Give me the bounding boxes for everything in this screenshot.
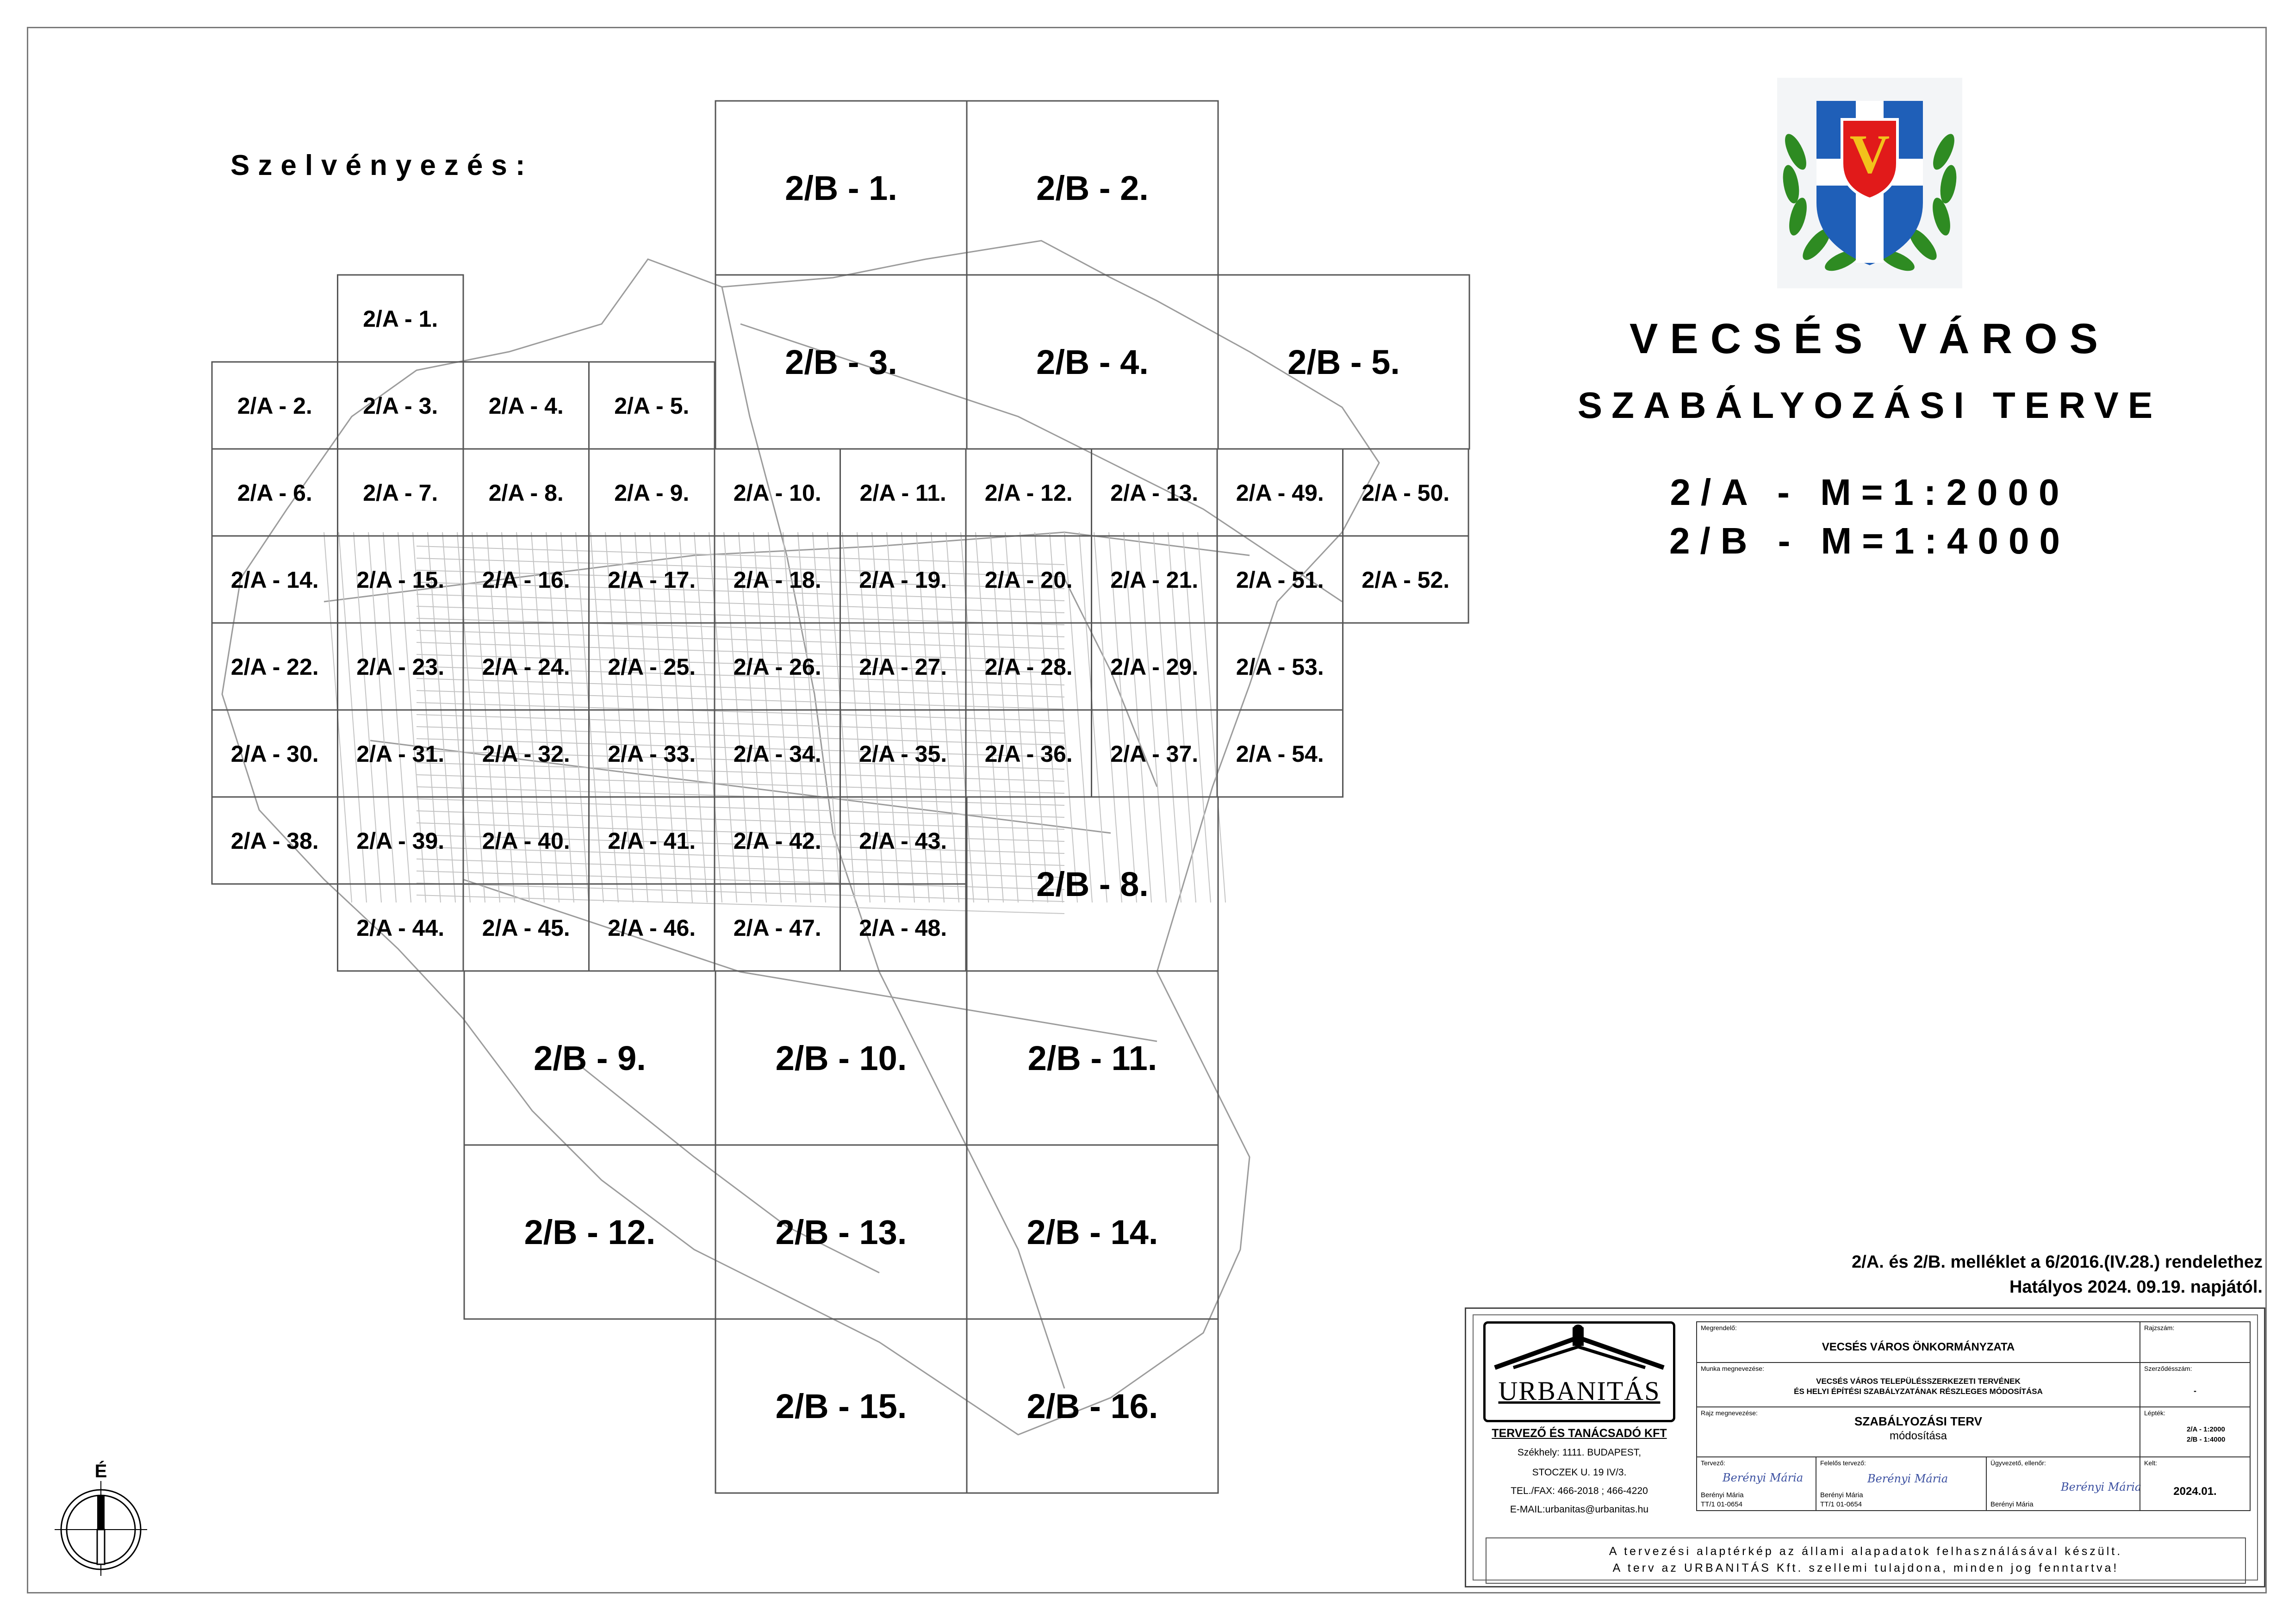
a-sheet-label: 2/A - 44. [356, 915, 445, 941]
project-line: ÉS HELYI ÉPÍTÉSI SZABÁLYZATÁNAK RÉSZLEGES MÓDOSÍTÁSA [1794, 1387, 2043, 1396]
b-sheet-label: 2/B - 15. [775, 1387, 907, 1425]
responsible-designer-cell [1816, 1456, 1987, 1511]
parcel-line [417, 691, 1064, 709]
parcel-line [417, 630, 1064, 649]
a-sheet-label: 2/A - 37. [1110, 741, 1199, 767]
map-title: Szelvényezés: [230, 149, 534, 181]
designer-cell [1696, 1456, 1816, 1511]
parcel-line [694, 532, 722, 902]
date-caption: Kelt: [2144, 1459, 2158, 1467]
footer-line: A terv az URBANITÁS Kft. szellemi tulajdona, minden jog fenntartva! [1612, 1562, 2119, 1574]
parcel-line [417, 715, 1064, 733]
a-sheet-label: 2/A - 19. [859, 567, 947, 593]
a-sheet-label: 2/A - 3. [363, 393, 438, 419]
b-sheet-label: 2/B - 10. [775, 1039, 907, 1077]
a-sheet-label: 2/A - 45. [482, 915, 570, 941]
firm-phone: TEL./FAX: 466-2018 ; 466-4220 [1511, 1486, 1648, 1496]
drawing-number-caption: Rajzszám: [2144, 1324, 2175, 1332]
a-sheet-label: 2/A - 49. [1236, 480, 1324, 506]
a-sheet-label: 2/A - 15. [356, 567, 445, 593]
a-sheet-label: 2/A - 4. [488, 393, 564, 419]
designer-registration: TT/1 01-0654 [1701, 1500, 1743, 1508]
a-sheet-label: 2/A - 38. [230, 828, 319, 854]
a-sheet-label: 2/A - 50. [1362, 480, 1450, 506]
checker-caption: Ügyvezető, ellenőr: [1990, 1459, 2046, 1467]
a-sheet-label: 2/A - 39. [356, 828, 445, 854]
scale-b-value: 2/B - 1:4000 [2187, 1436, 2226, 1444]
a-sheet-label: 2/A - 32. [482, 741, 570, 767]
parcel-line [709, 532, 737, 902]
b-sheet-label: 2/B - 13. [775, 1213, 907, 1251]
client-cell [1696, 1321, 2140, 1363]
b-sheet-label: 2/B - 9. [534, 1039, 646, 1077]
contract-value: - [2194, 1386, 2196, 1395]
a-sheet-label: 2/A - 40. [482, 828, 570, 854]
plan-title: SZABÁLYOZÁSI TERVE [1577, 385, 2162, 426]
scale-a-value: 2/A - 1:2000 [2187, 1425, 2225, 1433]
a-sheet-label: 2/A - 16. [482, 567, 570, 593]
a-sheet-label: 2/A - 14. [230, 567, 319, 593]
responsible-registration: TT/1 01-0654 [1820, 1500, 1862, 1508]
client-name: VECSÉS VÁROS ÖNKORMÁNYZATA [1822, 1341, 2015, 1353]
a-sheet-label: 2/A - 53. [1236, 654, 1324, 680]
decree-note [1852, 1250, 2263, 1300]
a-sheet-label: 2/A - 5. [614, 393, 690, 419]
a-sheet-label: 2/A - 41. [608, 828, 696, 854]
a-sheet-label: 2/A - 28. [984, 654, 1073, 680]
b-sheet-label: 2/B - 14. [1026, 1213, 1158, 1251]
a-sheet-label: 2/A - 25. [608, 654, 696, 680]
a-sheet-label: 2/A - 54. [1236, 741, 1324, 767]
b-sheet-label: 2/B - 2. [1036, 169, 1149, 207]
a-sheet-label: 2/A - 6. [237, 480, 312, 506]
scale-caption: Lépték: [2144, 1409, 2165, 1417]
b-sheet-label: 2/B - 5. [1287, 343, 1400, 381]
parcel-line [1198, 532, 1225, 902]
a-sheet-label: 2/A - 13. [1110, 480, 1199, 506]
drawing-name-cell [1696, 1406, 2140, 1457]
decree-line: Hatályos 2024. 09.19. napjától. [2009, 1277, 2263, 1297]
drawing-name: SZABÁLYOZÁSI TERV [1854, 1414, 1982, 1428]
responsible-caption: Felelős tervező: [1820, 1459, 1866, 1467]
scale-cell [2140, 1406, 2251, 1457]
parcel-line [442, 532, 470, 902]
a-sheet-label: 2/A - 17. [608, 567, 696, 593]
copyright-note [1486, 1537, 2246, 1584]
footer-line: A tervezési alaptérkép az állami alapadatok felhasználásával készült. [1609, 1545, 2123, 1558]
crest-letter: V [1849, 123, 1890, 185]
checker-signature: Berényi Mária [2061, 1481, 2142, 1493]
a-sheet-label: 2/A - 34. [733, 741, 821, 767]
b-sheet-label: 2/B - 3. [785, 343, 897, 381]
b-sheet-label: 2/B - 16. [1026, 1387, 1158, 1425]
a-sheet-label: 2/A - 47. [733, 915, 821, 941]
parcel-line [417, 594, 1064, 613]
drawing-number-cell [2140, 1321, 2251, 1363]
logo-roof-icon [1486, 1324, 1673, 1375]
a-sheet-label: 2/A - 18. [733, 567, 821, 593]
designer-name: Berényi Mária [1701, 1491, 1744, 1499]
checker-name: Berényi Mária [1990, 1500, 2034, 1508]
responsible-signature: Berényi Mária [1867, 1472, 1948, 1485]
firm-address-line: Székhely: 1111. BUDAPEST, [1517, 1447, 1642, 1458]
a-sheet-label: 2/A - 21. [1110, 567, 1199, 593]
decree-line: 2/A. és 2/B. melléklet a 6/2016.(IV.28.) rendelethez [1852, 1252, 2263, 1272]
designer-signature: Berényi Mária [1723, 1471, 1804, 1484]
date-cell [2140, 1456, 2251, 1511]
urbanitas-logo [1483, 1321, 1675, 1422]
contract-cell [2140, 1362, 2251, 1407]
contract-caption: Szerződésszám: [2144, 1365, 2192, 1372]
project-cell [1696, 1362, 2140, 1407]
a-sheet-label: 2/A - 23. [356, 654, 445, 680]
date-value: 2024.01. [2173, 1485, 2217, 1498]
project-caption: Munka megnevezése: [1701, 1365, 1764, 1372]
parcel-line [417, 775, 1064, 793]
a-sheet-label: 2/A - 7. [363, 480, 438, 506]
north-label: É [94, 1461, 107, 1481]
scale-a: 2/A - M=1:2000 [1670, 472, 2070, 513]
b-sheet-label: 2/B - 8. [1036, 865, 1149, 903]
a-sheet-label: 2/A - 12. [984, 480, 1073, 506]
a-sheet-label: 2/A - 2. [237, 393, 312, 419]
a-sheet-label: 2/A - 43. [859, 828, 947, 854]
b-sheet-label: 2/B - 12. [524, 1213, 656, 1251]
a-sheet-label: 2/A - 1. [363, 306, 438, 332]
a-sheet-label: 2/A - 20. [984, 567, 1073, 593]
b-sheet-label: 2/B - 11. [1027, 1039, 1157, 1077]
firm-name: TERVEZŐ ÉS TANÁCSADÓ KFT [1492, 1427, 1667, 1440]
firm-email: E-MAIL:urbanitas@urbanitas.hu [1510, 1504, 1649, 1515]
town-title: VECSÉS VÁROS [1630, 315, 2110, 362]
a-sheet-label: 2/A - 52. [1362, 567, 1450, 593]
a-sheet-label: 2/A - 30. [230, 741, 319, 767]
scale-b: 2/B - M=1:4000 [1669, 520, 2071, 561]
drawing-subtitle: módosítása [1889, 1430, 1947, 1442]
coat-of-arms-icon [1777, 78, 1962, 288]
designer-caption: Tervező: [1701, 1459, 1725, 1467]
a-sheet-label: 2/A - 8. [488, 480, 564, 506]
firm-address-line: STOCZEK U. 19 IV/3. [1532, 1467, 1627, 1478]
b-sheet-label: 2/B - 4. [1036, 343, 1149, 381]
checker-cell [1986, 1456, 2140, 1511]
a-sheet-label: 2/A - 48. [859, 915, 947, 941]
parcel-line [417, 703, 1064, 721]
a-sheet-label: 2/A - 51. [1236, 567, 1324, 593]
a-sheet-label: 2/A - 26. [733, 654, 821, 680]
a-sheet-label: 2/A - 36. [984, 741, 1073, 767]
a-sheet-label: 2/A - 22. [230, 654, 319, 680]
drawing-name-caption: Rajz megnevezése: [1701, 1409, 1758, 1417]
a-sheet-label: 2/A - 31. [356, 741, 445, 767]
a-sheet-label: 2/A - 42. [733, 828, 821, 854]
a-sheet-label: 2/A - 46. [608, 915, 696, 941]
a-sheet-label: 2/A - 9. [614, 480, 690, 506]
a-sheet-label: 2/A - 10. [733, 480, 821, 506]
a-sheet-label: 2/A - 33. [608, 741, 696, 767]
parcel-line [457, 532, 485, 902]
b-sheet-label: 2/B - 1. [785, 169, 897, 207]
a-sheet-label: 2/A - 11. [859, 480, 946, 506]
client-caption: Megrendelő: [1701, 1324, 1737, 1332]
logo-text: URBANITÁS [1498, 1376, 1661, 1406]
north-arrow-icon [55, 1458, 147, 1578]
project-line: VECSÉS VÁROS TELEPÜLÉSSZERKEZETI TERVÉNEK [1816, 1377, 2021, 1386]
parcel-line [1079, 532, 1107, 902]
a-sheet-label: 2/A - 35. [859, 741, 947, 767]
a-sheet-label: 2/A - 24. [482, 654, 570, 680]
responsible-name: Berényi Mária [1820, 1491, 1863, 1499]
a-sheet-label: 2/A - 27. [859, 654, 947, 680]
a-sheet-label: 2/A - 29. [1110, 654, 1199, 680]
